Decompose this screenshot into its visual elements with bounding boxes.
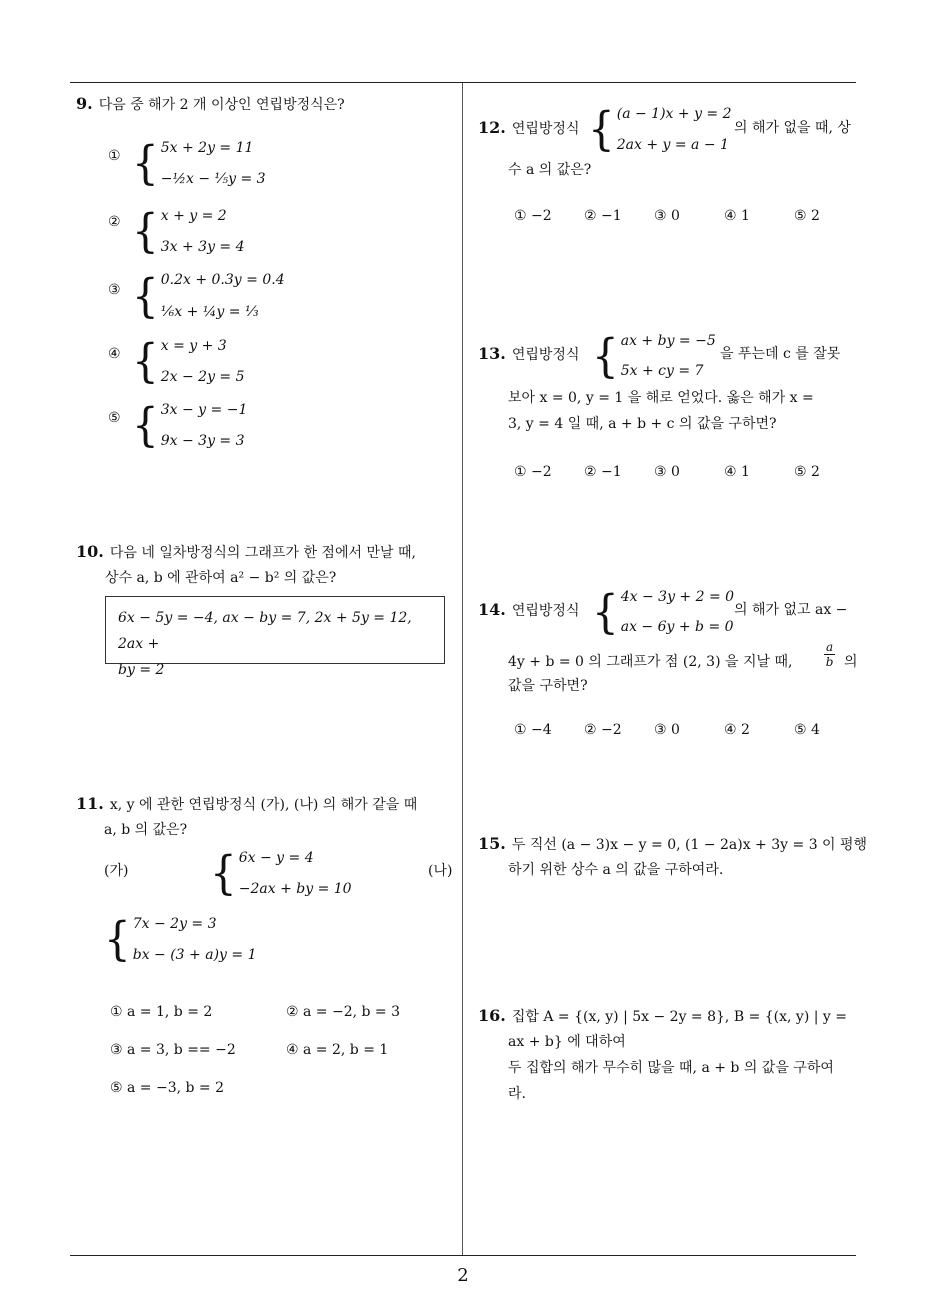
question-text-line3: 두 집합의 해가 무수히 많을 때, a + b 의 값을 구하여 (508, 1060, 834, 1076)
fraction-denominator: b (825, 655, 834, 669)
question-text: x, y 에 관한 연립방정식 (가), (나) 의 해가 같을 때 (109, 797, 418, 813)
question-text-line4: 라. (508, 1086, 526, 1102)
equation-line: x = y + 3 (160, 337, 227, 354)
option-mark: ④ (108, 346, 121, 362)
choice-3[interactable]: ③ 0 (654, 464, 680, 480)
brace-icon: { (132, 268, 159, 323)
option-3[interactable] (108, 282, 129, 298)
equation-line: 2x − 2y = 5 (160, 368, 245, 385)
fraction (824, 640, 835, 669)
equation-line: 5x + cy = 7 (620, 363, 704, 379)
equation-system-ga (210, 842, 352, 904)
equation-line: 6x − y = 4 (238, 849, 314, 866)
brace-icon: { (132, 397, 159, 452)
question-text: 다음 네 일차방정식의 그래프가 한 점에서 만날 때, (109, 545, 416, 561)
equation-system (132, 200, 245, 262)
question-number: 15. (478, 834, 506, 853)
question-text-line2: 상수 a, b 에 관하여 a² − b² 의 값은? (105, 570, 337, 586)
brace-icon: { (592, 584, 619, 639)
choice-4[interactable]: ④ 2 (724, 722, 750, 738)
question-text-suffix: 의 (844, 654, 858, 670)
equation-system-na (104, 908, 256, 970)
equation-line: 2ax + y = a − 1 (616, 136, 729, 153)
brace-icon: { (592, 328, 619, 383)
choice-4[interactable]: ④ 1 (724, 464, 750, 480)
question-number: 9. (76, 94, 93, 113)
equation-line: 5x + 2y = 11 (160, 139, 254, 156)
question-number: 16. (478, 1006, 506, 1025)
equation-line: ⅙x + ¼y = ⅓ (160, 304, 259, 320)
choice-1[interactable]: ① −4 (514, 722, 552, 738)
option-mark: ① (108, 148, 121, 164)
question-text-line2: 하기 위한 상수 a 의 값을 구하여라. (508, 862, 724, 878)
question-number: 11. (76, 794, 104, 813)
equation-line: 3x + 3y = 4 (160, 238, 245, 255)
question-tail: 을 푸는데 c 를 잘못 (720, 346, 841, 362)
option-mark: ② (108, 214, 121, 230)
equation-system (132, 330, 245, 392)
question-text: 두 직선 (a − 3)x − y = 0, (1 − 2a)x + 3y = 3 이 평행 (511, 837, 868, 853)
question-tail: 의 해가 없고 ax − (734, 602, 848, 618)
question-number: 10. (76, 542, 104, 561)
equation-line: −2ax + by = 10 (238, 880, 352, 897)
question-text-line3: 3, y = 4 일 때, a + b + c 의 값을 구하면? (508, 416, 777, 432)
choice-5[interactable]: ⑤ 2 (794, 464, 820, 480)
equation-line: bx − (3 + a)y = 1 (132, 946, 257, 963)
question-text-line2: ax + b} 에 대하여 (508, 1034, 626, 1050)
choice-3[interactable]: ③ a = 3, b == −2 (110, 1042, 236, 1058)
label-na: (나) (428, 863, 453, 879)
question-text-line2: 수 a 의 값은? (508, 162, 592, 178)
option-mark: ⑤ (108, 410, 121, 426)
choice-5[interactable]: ⑤ 4 (794, 722, 820, 738)
column-divider (462, 83, 463, 1255)
choice-3[interactable]: ③ 0 (654, 722, 680, 738)
equation-system (592, 582, 734, 642)
page-number: 2 (457, 1265, 469, 1286)
choice-5[interactable]: ⑤ 2 (794, 208, 820, 224)
equation-line: ax + by = −5 (620, 333, 716, 349)
box-line: 6x − 5y = −4, ax − by = 7, 2x + 5y = 12, 2ax + (118, 610, 412, 652)
equation-box (105, 596, 445, 678)
question-number: 14. (478, 600, 506, 619)
choice-2[interactable]: ② a = −2, b = 3 (286, 1004, 401, 1020)
brace-icon: { (104, 911, 131, 966)
brace-icon: { (588, 101, 615, 156)
question-text-line2: 4y + b = 0 의 그래프가 점 (2, 3) 을 지날 때, (508, 654, 793, 670)
question-number: 12. (478, 118, 506, 137)
equation-line: 9x − 3y = 3 (160, 432, 245, 449)
equation-line: ax − 6y + b = 0 (620, 619, 734, 635)
equation-line: −½x − ⅕y = 3 (160, 170, 266, 187)
equation-system (592, 326, 716, 386)
question-lead: 연립방정식 (511, 347, 580, 363)
brace-icon: { (210, 845, 237, 900)
question-tail: 의 해가 없을 때, 상 (734, 120, 851, 136)
choice-2[interactable]: ② −1 (584, 208, 622, 224)
equation-line: 4x − 3y + 2 = 0 (620, 589, 735, 605)
label-ga: (가) (104, 863, 129, 879)
option-mark: ③ (108, 282, 121, 298)
equation-system (132, 132, 266, 194)
box-line: by = 2 (118, 662, 165, 678)
top-rule (70, 82, 856, 83)
question-text-line2: a, b 의 값은? (104, 822, 188, 838)
equation-system (132, 264, 285, 328)
brace-icon: { (132, 333, 159, 388)
question-text: 집합 A = {(x, y) | 5x − 2y = 8}, B = {(x, y) | y = (511, 1009, 847, 1025)
brace-icon: { (132, 203, 159, 258)
question-text-line2: 보아 x = 0, y = 1 을 해로 얻었다. 옳은 해가 x = (508, 390, 814, 406)
equation-line: 3x − y = −1 (160, 401, 248, 418)
equation-system (132, 394, 247, 456)
brace-icon: { (132, 135, 159, 190)
bottom-rule (70, 1255, 856, 1256)
option-2[interactable] (108, 214, 129, 230)
fraction-numerator: a (826, 640, 834, 654)
equation-line: (a − 1)x + y = 2 (616, 105, 732, 122)
choice-4[interactable]: ④ 1 (724, 208, 750, 224)
equation-line: 0.2x + 0.3y = 0.4 (160, 272, 285, 288)
equation-system (588, 98, 732, 160)
question-text-line3: 값을 구하면? (508, 678, 588, 694)
choice-1[interactable]: ① −2 (514, 464, 552, 480)
choice-1[interactable]: ① −2 (514, 208, 552, 224)
question-text: 다음 중 해가 2 개 이상인 연립방정식은? (98, 97, 345, 113)
equation-line: x + y = 2 (160, 207, 227, 224)
choice-5[interactable]: ⑤ a = −3, b = 2 (110, 1080, 225, 1096)
choice-2[interactable]: ② −1 (584, 464, 622, 480)
question-number: 13. (478, 344, 506, 363)
choice-2[interactable]: ② −2 (584, 722, 622, 738)
choice-4[interactable]: ④ a = 2, b = 1 (286, 1042, 389, 1058)
choice-1[interactable]: ① a = 1, b = 2 (110, 1004, 213, 1020)
option-4[interactable] (108, 346, 129, 362)
option-5[interactable] (108, 410, 129, 426)
question-lead: 연립방정식 (511, 121, 580, 137)
choice-3[interactable]: ③ 0 (654, 208, 680, 224)
question-lead: 연립방정식 (511, 603, 580, 619)
equation-line: 7x − 2y = 3 (132, 915, 217, 932)
